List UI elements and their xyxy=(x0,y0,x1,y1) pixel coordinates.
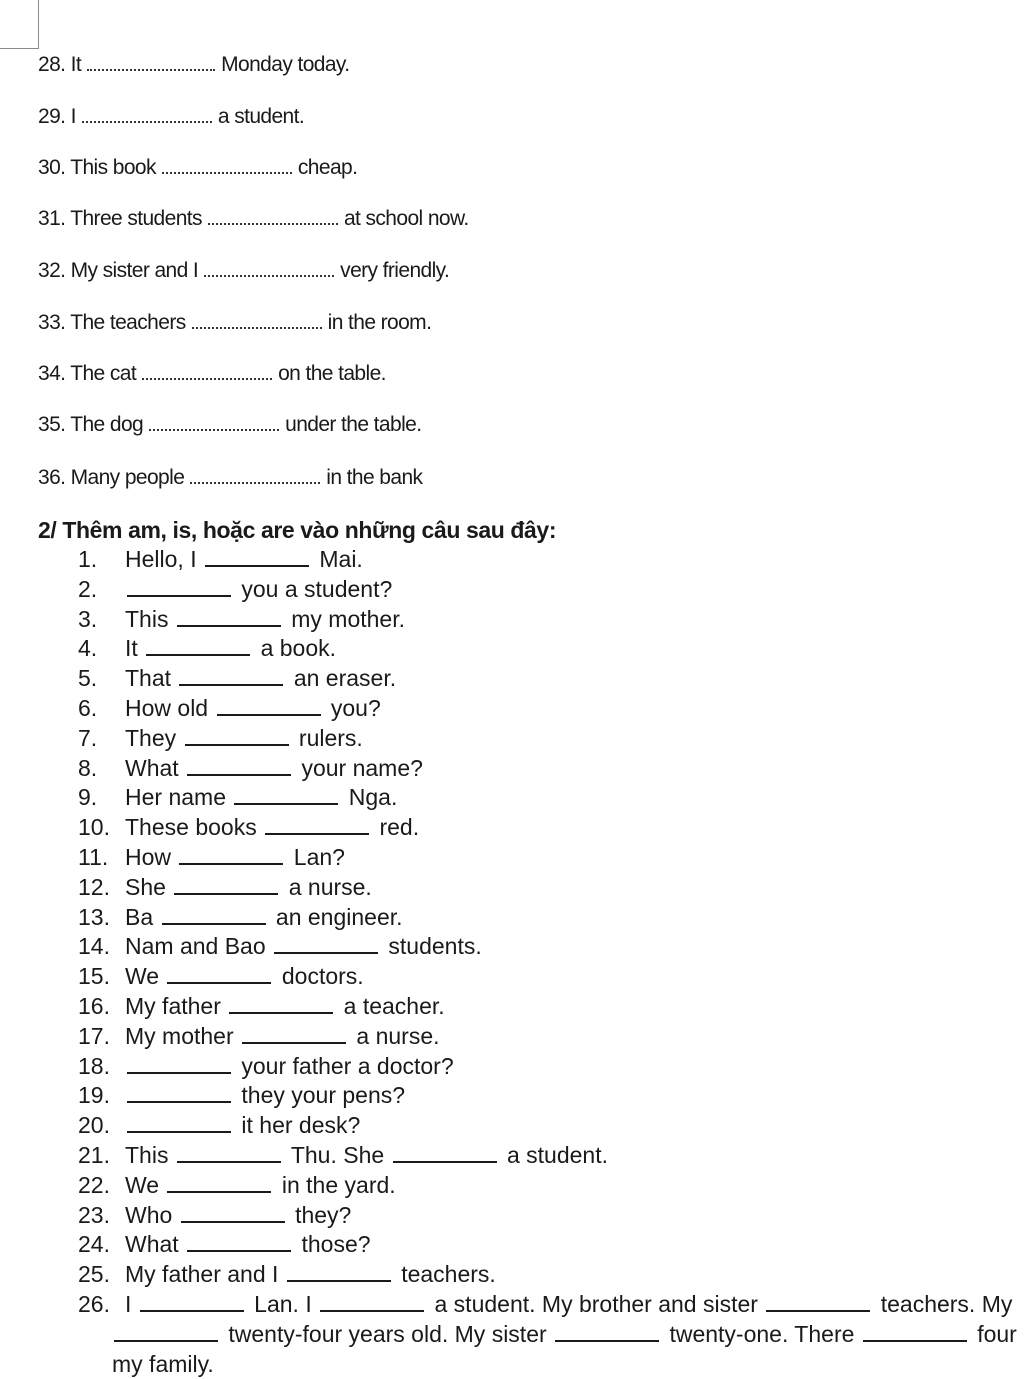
list-item: 23. Who they? xyxy=(78,1201,352,1228)
page-corner-mark xyxy=(0,0,39,49)
answer-blank[interactable] xyxy=(179,684,283,686)
answer-blank[interactable] xyxy=(114,1340,218,1342)
answer-blank[interactable] xyxy=(208,211,338,225)
answer-blank[interactable] xyxy=(555,1340,659,1342)
list-item: 7. They rulers. xyxy=(78,724,363,751)
answer-blank[interactable] xyxy=(185,744,289,746)
answer-blank[interactable] xyxy=(265,833,369,835)
list-item: 15. We doctors. xyxy=(78,963,364,990)
list-item: 3. This my mother. xyxy=(78,605,405,632)
answer-blank[interactable] xyxy=(127,1101,231,1103)
list-item: 2. you a student? xyxy=(78,575,393,602)
answer-blank[interactable] xyxy=(127,595,231,597)
list-item: 6. How old you? xyxy=(78,694,381,721)
answer-blank[interactable] xyxy=(127,1072,231,1074)
section-2-title: 2/ Thêm am, is, hoặc are vào những câu sau đây: xyxy=(38,517,557,543)
answer-blank[interactable] xyxy=(177,625,281,627)
list-item: 26. I Lan. I a student. My brother and sister teachers. My xyxy=(78,1290,1013,1317)
list-item: 18. your father a doctor? xyxy=(78,1052,454,1079)
list-item: 10. These books red. xyxy=(78,814,420,841)
answer-blank[interactable] xyxy=(190,470,320,484)
list-item: 22. We in the yard. xyxy=(78,1171,396,1198)
list-item: 5. That an eraser. xyxy=(78,665,397,692)
list-item: 24. What those? xyxy=(78,1231,371,1258)
list-item-continuation: my family. xyxy=(112,1350,214,1377)
answer-blank[interactable] xyxy=(142,366,272,380)
answer-blank[interactable] xyxy=(162,160,292,174)
exercise-item-31: 31. Three students at school now. xyxy=(38,207,469,230)
answer-blank[interactable] xyxy=(205,565,309,567)
exercise-section-2 xyxy=(0,545,1024,1379)
exercise-item-34: 34. The cat on the table. xyxy=(38,362,386,385)
answer-blank[interactable] xyxy=(187,774,291,776)
exercise-item-32: 32. My sister and I very friendly. xyxy=(38,259,450,282)
list-item: 21. This Thu. She a student. xyxy=(78,1141,608,1168)
answer-blank[interactable] xyxy=(146,654,250,656)
list-item: 4. It a book. xyxy=(78,635,337,662)
answer-blank[interactable] xyxy=(179,863,283,865)
list-item: 12. She a nurse. xyxy=(78,873,372,900)
answer-blank[interactable] xyxy=(192,315,322,329)
list-item: 9. Her name Nga. xyxy=(78,784,398,811)
answer-blank[interactable] xyxy=(287,1280,391,1282)
answer-blank[interactable] xyxy=(174,893,278,895)
list-item: 13. Ba an engineer. xyxy=(78,903,403,930)
list-item: 17. My mother a nurse. xyxy=(78,1022,440,1049)
list-item: 8. What your name? xyxy=(78,754,423,781)
answer-blank[interactable] xyxy=(162,923,266,925)
answer-blank[interactable] xyxy=(167,1191,271,1193)
answer-blank[interactable] xyxy=(217,714,321,716)
list-item: 14. Nam and Bao students. xyxy=(78,933,482,960)
exercise-item-28: 28. It Monday today. xyxy=(38,53,350,76)
answer-blank[interactable] xyxy=(204,263,334,277)
answer-blank[interactable] xyxy=(234,803,338,805)
answer-blank[interactable] xyxy=(863,1340,967,1342)
answer-blank[interactable] xyxy=(187,1250,291,1252)
list-item: 20. it her desk? xyxy=(78,1112,361,1139)
answer-blank[interactable] xyxy=(181,1221,285,1223)
exercise-item-35: 35. The dog under the table. xyxy=(38,413,422,436)
answer-blank[interactable] xyxy=(229,1012,333,1014)
answer-blank[interactable] xyxy=(140,1310,244,1312)
exercise-item-29: 29. I a student. xyxy=(38,105,305,128)
list-item: 1. Hello, I Mai. xyxy=(78,546,363,572)
list-item: 25. My father and I teachers. xyxy=(78,1261,496,1288)
list-item: 11. How Lan? xyxy=(78,843,345,870)
answer-blank[interactable] xyxy=(177,1161,281,1163)
answer-blank[interactable] xyxy=(320,1310,424,1312)
list-item: 19. they your pens? xyxy=(78,1082,406,1109)
answer-blank[interactable] xyxy=(393,1161,497,1163)
answer-blank[interactable] xyxy=(87,57,215,71)
answer-blank[interactable] xyxy=(82,109,212,123)
list-item: 16. My father a teacher. xyxy=(78,992,445,1019)
answer-blank[interactable] xyxy=(274,952,378,954)
answer-blank[interactable] xyxy=(127,1131,231,1133)
answer-blank[interactable] xyxy=(242,1042,346,1044)
exercise-item-36: 36. Many people in the bank xyxy=(38,466,423,489)
exercise-item-33: 33. The teachers in the room. xyxy=(38,311,432,334)
answer-blank[interactable] xyxy=(766,1310,870,1312)
exercise-item-30: 30. This book cheap. xyxy=(38,156,358,179)
list-item-continuation: twenty-four years old. My sister twenty-one. There four xyxy=(0,1320,1024,1350)
answer-blank[interactable] xyxy=(149,417,279,431)
answer-blank[interactable] xyxy=(167,982,271,984)
